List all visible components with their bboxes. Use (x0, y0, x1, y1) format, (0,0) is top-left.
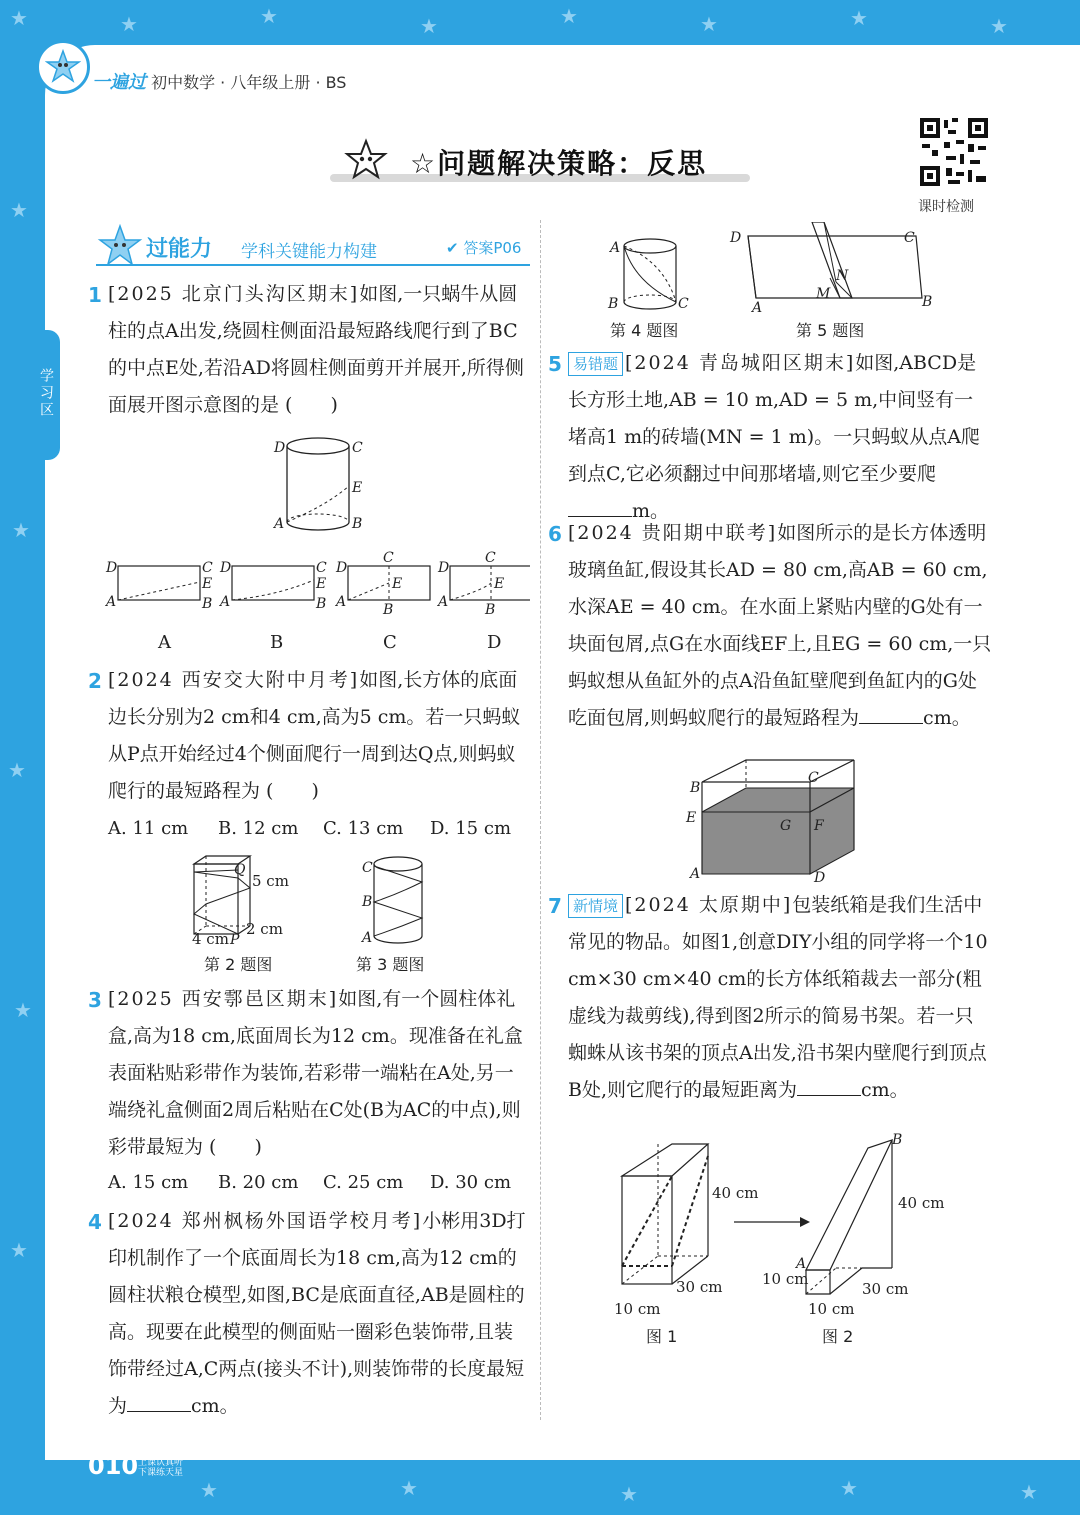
q3-option-c[interactable]: C. 25 cm (323, 1172, 404, 1193)
problem-body: 如图,长方体的底面边长分别为2 cm和4 cm,高为5 cm。若一只蚂蚁从P点开始经过4个侧面爬行一周到达Q点,则蚂蚁爬行的最短路程为 ( ) (108, 669, 521, 802)
label-a: A (796, 1256, 807, 1272)
label-c: C (352, 440, 363, 456)
label-c: C (362, 860, 373, 876)
q2-option-c[interactable]: C. 13 cm (323, 818, 404, 839)
side-tab (0, 330, 60, 460)
q2-box-figure (186, 852, 296, 946)
problem-number: 4 (88, 1210, 102, 1234)
svg-text:C: C (316, 560, 327, 576)
answer-blank[interactable] (859, 701, 923, 724)
problem-number: 3 (88, 988, 102, 1012)
problem-body: 如图所示的是长方体透明玻璃鱼缸,假设其长AD = 80 cm,高AB = 60 cm,水深AE = 40 cm。在水面上紧贴内壁的G处有一块面包屑,点G在水面线EF上,且EG = 60 cm,一只蚂蚁想从鱼缸外的点A沿鱼缸壁爬到鱼缸内的G处吃面包屑,则蚂蚁爬行的最短路程为 (568, 522, 992, 729)
q4-cylinder-figure (604, 232, 694, 316)
brand-name: 一遍过 (92, 72, 146, 93)
mascot-logo-icon (36, 40, 90, 94)
q3-option-b[interactable]: B. 20 cm (218, 1172, 299, 1193)
svg-text:D: D (220, 560, 232, 576)
q6-fish-tank-figure (680, 756, 870, 884)
problem-source: [2024 太原期中] (625, 894, 793, 916)
svg-text:C: C (202, 560, 213, 576)
q7-caption-fig2: 图 2 (822, 1327, 854, 1346)
q1-option-figures (100, 550, 530, 620)
q3-caption: 第 3 题图 (356, 955, 425, 974)
footer-note-line1: 上课认真听 (138, 1458, 184, 1468)
label-d: D (730, 230, 742, 246)
problem-4-text (108, 1203, 530, 1425)
q2-option-d[interactable]: D. 15 cm (430, 818, 512, 839)
svg-text:A: A (220, 594, 231, 610)
label-a: A (752, 300, 763, 316)
label-b: B (892, 1132, 903, 1148)
q4-caption: 第 4 题图 (610, 321, 679, 340)
label-c: C (808, 770, 819, 786)
footer-note (138, 1458, 183, 1478)
problem-7-text (568, 887, 992, 1109)
label-length: 4 cm (192, 930, 229, 946)
svg-text:B: B (202, 596, 213, 612)
label-e: E (686, 810, 697, 826)
section-title: 过能力 (146, 237, 213, 262)
q5-field-figure (726, 222, 946, 318)
answer-blank[interactable] (127, 1389, 191, 1412)
book-header (92, 68, 346, 94)
problem-source: [2024 青岛城阳区期末] (625, 352, 856, 374)
qr-caption: 课时检测 (918, 199, 974, 215)
label-width: 2 cm (246, 920, 283, 938)
q3-option-a[interactable]: A. 15 cm (108, 1172, 189, 1193)
section-subtitle: 学科关键能力构建 (241, 242, 377, 262)
q1-option-c-figure (334, 550, 430, 618)
label-q: Q (234, 862, 246, 878)
problem-6-text (568, 515, 992, 737)
label-c: C (678, 296, 689, 312)
svg-text:E: E (202, 576, 213, 592)
label-b: B (608, 296, 619, 312)
answer-blank[interactable] (797, 1073, 861, 1096)
q7-caption-fig1: 图 1 (646, 1327, 678, 1346)
label-f: F (814, 818, 824, 834)
problem-number: 2 (88, 669, 102, 693)
svg-text:E: E (316, 576, 327, 592)
tag-badge: 易错题 (568, 352, 623, 376)
problem-5-text (568, 345, 992, 530)
label-height: 40 cm (898, 1194, 945, 1212)
problem-2-text (108, 662, 530, 810)
label-bottom-width: 10 cm (808, 1300, 855, 1318)
label-c: C (904, 230, 915, 246)
label-height: 5 cm (252, 872, 289, 890)
q5-caption: 第 5 题图 (796, 321, 865, 340)
label-p: P (230, 932, 240, 946)
label-g: G (780, 818, 792, 834)
problem-number: 1 (88, 283, 102, 307)
problem-source: [2024 西安交大附中月考] (108, 669, 360, 691)
q2-option-b[interactable]: B. 12 cm (218, 818, 299, 839)
q1-option-d[interactable]: D (487, 632, 502, 653)
svg-text:C: C (383, 550, 394, 566)
banner-underline (96, 264, 530, 266)
svg-text:E: E (494, 576, 505, 592)
lesson-title (330, 138, 750, 186)
svg-text:A: A (438, 594, 449, 610)
side-tab-label: 学习区 (38, 368, 54, 419)
answer-unit: cm。 (923, 707, 971, 729)
problem-body: 如图,一只蜗牛从圆柱的点A出发,绕圆柱侧面沿最短路线爬行到了BC的中点E处,若沿AD将圆柱侧面剪开并展开,所得侧面展开图示意图的是 ( ) (108, 283, 524, 416)
label-n: N (836, 268, 849, 284)
answer-blank[interactable] (568, 494, 632, 517)
svg-text:B: B (316, 596, 327, 612)
book-info: 初中数学 · 八年级上册 · BS (151, 73, 347, 92)
answer-unit: cm。 (191, 1395, 239, 1417)
q1-option-c[interactable]: C (383, 632, 397, 653)
qr-code-icon[interactable] (918, 116, 990, 188)
label-b: B (352, 516, 363, 532)
page-number: 010 (88, 1452, 139, 1480)
section-banner (96, 224, 530, 276)
problem-3-text (108, 981, 530, 1166)
label-depth: 30 cm (862, 1280, 909, 1298)
label-a: A (362, 930, 373, 946)
svg-text:B: B (383, 602, 394, 618)
problem-number: 7 (548, 894, 562, 918)
q1-cylinder-figure (270, 432, 370, 540)
label-b: B (922, 294, 933, 310)
q1-option-b[interactable]: B (270, 632, 284, 653)
problem-1-text (108, 276, 530, 424)
svg-text:E: E (392, 576, 403, 592)
q7-figure-2 (760, 1126, 960, 1326)
label-b: B (362, 894, 373, 910)
label-height: 40 cm (712, 1184, 759, 1202)
q3-cylinder-figure (358, 852, 438, 948)
q3-option-d[interactable]: D. 30 cm (430, 1172, 512, 1193)
problem-body: 如图,有一个圆柱体礼盒,高为18 cm,底面周长为12 cm。现准备在礼盒表面粘贴彩带作为装饰,若彩带一端粘在A处,另一端绕礼盒侧面2周后粘贴在C处(B为AC的中点),则彩带最短为 ( ) (108, 988, 523, 1158)
answer-unit: m。 (632, 500, 670, 522)
q1-option-d-figure (436, 550, 530, 618)
svg-text:D: D (336, 560, 348, 576)
label-depth: 30 cm (676, 1278, 723, 1296)
svg-text:B: B (485, 602, 496, 618)
column-divider (540, 220, 541, 1420)
label-a: A (690, 866, 701, 882)
label-a: A (610, 240, 621, 256)
problem-source: [2025 北京门头沟区期末] (108, 283, 360, 305)
svg-text:D: D (438, 560, 450, 576)
label-d: D (274, 440, 286, 456)
problem-source: [2024 郑州枫杨外国语学校月考] (108, 1210, 423, 1232)
q1-option-a-figure (104, 560, 213, 612)
label-width: 10 cm (762, 1270, 809, 1288)
label-a: A (274, 516, 285, 532)
svg-text:A: A (106, 594, 117, 610)
problem-body: 包装纸箱是我们生活中常见的物品。如图1,创意DIY小组的同学将一个10 cm×30 cm×40 cm的长方体纸箱裁去一部分(粗虚线为裁剪线),得到图2所示的简易书架。若一只蜘蛛从该书架的顶点A出发,沿书架内壁爬行到顶点B处,则它爬行的最短距离为 (568, 894, 988, 1101)
svg-text:D: D (106, 560, 118, 576)
page-title: ☆问题解决策略：反思 (410, 147, 708, 180)
label-width: 10 cm (614, 1300, 661, 1318)
q2-option-a[interactable]: A. 11 cm (108, 818, 189, 839)
problem-body: 如图,ABCD是长方形土地,AB = 10 m,AD = 5 m,中间竖有一堵高1 m的砖墙(MN = 1 m)。一只蚂蚁从点A爬到点C,它必须翻过中间那堵墙,则它至少要爬 (568, 352, 980, 485)
q1-option-b-figure (218, 560, 327, 612)
problem-body: 小彬用3D打印机制作了一个底面周长为18 cm,高为12 cm的圆柱状粮仓模型,如图,BC是底面直径,AB是圆柱的高。现要在此模型的侧面贴一圈彩色装饰带,且装饰带经过A,C两点(接头不计),则装饰带的长度最短为 (108, 1210, 526, 1417)
label-e: E (352, 480, 363, 496)
label-m: M (816, 286, 831, 302)
q2-caption: 第 2 题图 (204, 955, 273, 974)
mascot-icon (96, 224, 144, 268)
problem-number: 6 (548, 522, 562, 546)
problem-source: [2025 西安鄠邑区期末] (108, 988, 339, 1010)
label-b: B (690, 780, 701, 796)
star-mascot-icon (344, 138, 388, 182)
answer-unit: cm。 (861, 1079, 909, 1101)
svg-text:A: A (336, 594, 347, 610)
answer-reference: ✔ 答案P06 (446, 239, 522, 257)
problem-source: [2024 贵阳期中联考] (568, 522, 778, 544)
problem-number: 5 (548, 352, 562, 376)
label-d: D (814, 870, 826, 884)
q1-option-a[interactable]: A (158, 632, 171, 653)
footer-note-line2: 下课练天星 (138, 1468, 184, 1478)
answer-page: 答案P06 (463, 239, 522, 257)
svg-text:C: C (485, 550, 496, 566)
tag-badge: 新情境 (568, 894, 623, 918)
